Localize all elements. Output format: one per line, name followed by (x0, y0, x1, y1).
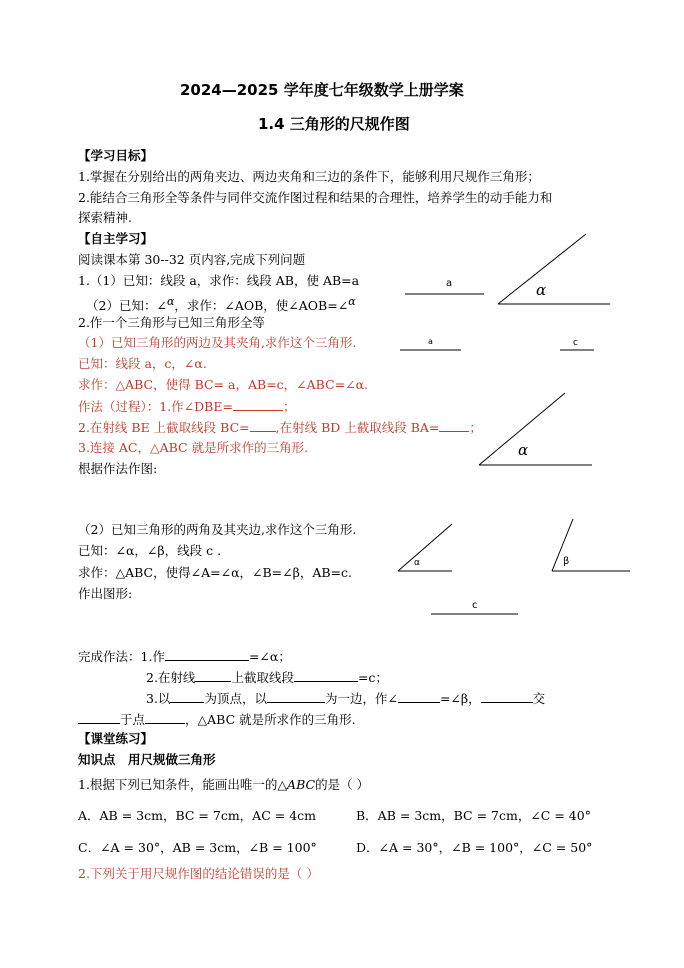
practice-question-2: 2.下列关于用尺规作图的结论错误的是（ ） (78, 866, 319, 881)
complete-step3: 3.以 为顶点，以 为一边，作∠ =∠β， 交 (146, 691, 546, 706)
choice-c: C．∠A = 30°，AB = 3cm，∠B = 100° (78, 840, 317, 855)
lesson-title: 1.4 三角形的尺规作图 (258, 115, 410, 133)
practice-heading: 【课堂练习】 (78, 731, 154, 746)
question-1-2: （2）已知：∠$^\alpha$，求作：∠AOB，使∠AOB=∠$^\alpha$ (86, 295, 356, 314)
part-1-step3: 3.连接 AC，△ABC 就是所求作的三角形. (78, 440, 309, 455)
page-title: 2024—2025 学年度七年级数学上册学案 (180, 81, 464, 99)
label-a-2: a (428, 337, 433, 346)
objectives-heading: 【学习目标】 (78, 148, 154, 163)
part-2-find: 求作：△ABC，使得∠A=∠α，∠B=∠β，AB=c. (78, 565, 353, 580)
part-1-step1: 作法（过程）：1.作∠DBE= ； (78, 399, 296, 414)
label-beta: β (563, 556, 570, 567)
part-1-known: 已知：线段 a，c，∠α. (78, 356, 207, 371)
label-c-1: c (573, 338, 578, 348)
label-c-2: c (472, 600, 478, 611)
complete-step2: 2.在射线 上截取线段 =c； (146, 670, 388, 685)
complete-step4: 于点 ，△ABC 就是所求作的三角形. (78, 711, 356, 728)
self-study-heading: 【自主学习】 (78, 231, 154, 246)
part-1-find: 求作：△ABC，使得 BC= a，AB=c，∠ABC=∠α. (78, 377, 369, 392)
choice-b: B．AB = 3cm，BC = 7cm，∠C = 40° (356, 808, 591, 823)
label-alpha-3: α (414, 558, 420, 568)
choice-a: A．AB = 3cm，BC = 7cm，AC = 4cm (78, 808, 316, 823)
part-1-draw: 根据作法作图: (78, 461, 158, 476)
part-2-title: （2）已知三角形的两角及其夹边,求作这个三角形. (78, 522, 357, 537)
knowledge-point: 知识点 用尺规做三角形 (78, 752, 216, 767)
question-1-1: 1.（1）已知：线段 a，求作：线段 AB，使 AB=a (78, 273, 360, 288)
label-a-1: a (446, 278, 453, 289)
reading-instruction: 阅读课本第 30--32 页内容,完成下列问题 (78, 252, 306, 267)
part-2-known: 已知：∠α，∠β，线段 c . (78, 543, 222, 558)
complete-step1: 完成作法：1.作 =∠α； (78, 649, 291, 664)
label-alpha-1: α (536, 281, 547, 299)
objective-2b: 探索精神. (78, 210, 132, 225)
part-2-draw: 作出图形: (78, 586, 133, 601)
objective-2a: 2.能结合三角形全等条件与同伴交流作图过程和结果的合理性，培养学生的动手能力和 (78, 190, 553, 205)
angle-alpha-3-ray (398, 524, 452, 571)
question-2: 2.作一个三角形与已知三角形全等 (78, 315, 265, 330)
objective-1: 1.掌握在分别给出的两角夹边、两边夹角和三边的条件下，能够利用尺规作三角形； (78, 169, 540, 184)
part-1-title: （1）已知三角形的两边及其夹角,求作这个三角形. (78, 335, 357, 350)
practice-question-1: 1.根据下列已知条件，能画出唯一的△ABC的是（ ） (78, 777, 370, 792)
part-1-step2: 2.在射线 BE 上截取线段 BC= ,在射线 BD 上截取线段 BA= ； (78, 420, 482, 435)
label-alpha-2: α (518, 441, 529, 459)
choice-d: D．∠A = 30°，∠B = 100°，∠C = 50° (356, 840, 593, 855)
